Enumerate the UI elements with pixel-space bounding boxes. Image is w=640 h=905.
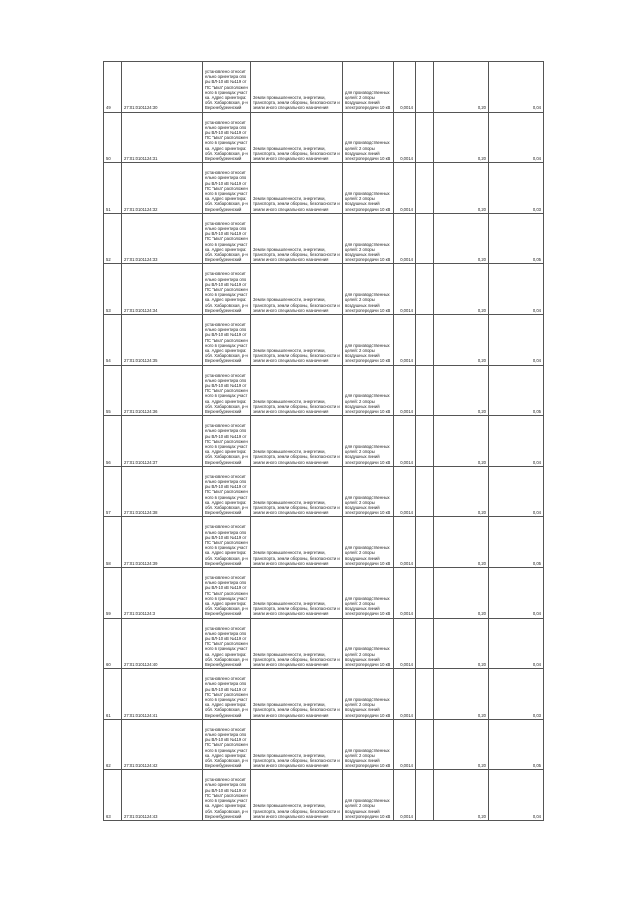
land-category: Земли промышленности, энергетики, транспорта, земли обороны, безопасности и земли иного специального назначения bbox=[251, 264, 343, 315]
row-number: 63 bbox=[104, 770, 122, 821]
tax-value: 0,05 bbox=[489, 719, 544, 770]
location-description: установлено относительно ориентира опоры ВЛ-10 кВ №119 от ПС "Ыка" расположенного в границах участка. Адрес ориентира: обл. Хабаровская, р-н Верхнебуреинский bbox=[203, 163, 251, 214]
permitted-use: для производственных целей: 2 опоры воздушных линий электропередачи 10 кВ bbox=[343, 163, 394, 214]
tax-value: 0,04 bbox=[489, 62, 544, 113]
cadastral-number: 27:01:0101124:35 bbox=[122, 314, 203, 365]
table-row bbox=[104, 213, 544, 264]
area-value: 0,0014 bbox=[394, 618, 416, 669]
permitted-use: для производственных целей: 2 опоры воздушных линий электропередачи 10 кВ bbox=[343, 466, 394, 517]
row-number: 49 bbox=[104, 62, 122, 113]
cadastral-number: 27:01:0101124:42 bbox=[122, 719, 203, 770]
land-category: Земли промышленности, энергетики, транспорта, земли обороны, безопасности и земли иного специального назначения bbox=[251, 314, 343, 365]
table-row bbox=[104, 669, 544, 720]
row-number: 62 bbox=[104, 719, 122, 770]
price-value: 0,20 bbox=[434, 567, 489, 618]
area-value: 0,0014 bbox=[394, 365, 416, 416]
tax-value: 0,04 bbox=[489, 466, 544, 517]
land-category: Земли промышленности, энергетики, транспорта, земли обороны, безопасности и земли иного специального назначения bbox=[251, 770, 343, 821]
empty-cell bbox=[416, 314, 434, 365]
area-value: 0,0014 bbox=[394, 719, 416, 770]
row-number: 54 bbox=[104, 314, 122, 365]
location-description: установлено относительно ориентира опоры ВЛ-10 кВ №119 от ПС "Ыка" расположенного в границах участка. Адрес ориентира: обл. Хабаровская, р-н Верхнебуреинский bbox=[203, 264, 251, 315]
cadastral-number: 27:01:0101124:30 bbox=[122, 62, 203, 113]
permitted-use: для производственных целей: 2 опоры воздушных линий электропередачи 10 кВ bbox=[343, 770, 394, 821]
permitted-use: для производственных целей: 2 опоры воздушных линий электропередачи 10 кВ bbox=[343, 264, 394, 315]
cadastral-number: 27:01:0101124:40 bbox=[122, 618, 203, 669]
empty-cell bbox=[416, 112, 434, 163]
table-body bbox=[104, 62, 544, 821]
row-number: 56 bbox=[104, 416, 122, 467]
land-category: Земли промышленности, энергетики, транспорта, земли обороны, безопасности и земли иного специального назначения bbox=[251, 365, 343, 416]
empty-cell bbox=[416, 365, 434, 416]
table-row bbox=[104, 416, 544, 467]
land-category: Земли промышленности, энергетики, транспорта, земли обороны, безопасности и земли иного специального назначения bbox=[251, 618, 343, 669]
price-value: 0,20 bbox=[434, 314, 489, 365]
empty-cell bbox=[416, 770, 434, 821]
location-description: установлено относительно ориентира опоры ВЛ-10 кВ №119 от ПС "Ыка" расположенного в границах участка. Адрес ориентира: обл. Хабаровская, р-н Верхнебуреинский bbox=[203, 466, 251, 517]
empty-cell bbox=[416, 416, 434, 467]
location-description: установлено относительно ориентира опоры ВЛ-10 кВ №119 от ПС "Ыка" расположенного в границах участка. Адрес ориентира: обл. Хабаровская, р-н Верхнебуреинский bbox=[203, 365, 251, 416]
area-value: 0,0014 bbox=[394, 314, 416, 365]
cadastral-number: 27:01:0101124:38 bbox=[122, 466, 203, 517]
table-row bbox=[104, 163, 544, 214]
row-number: 50 bbox=[104, 112, 122, 163]
permitted-use: для производственных целей: 2 опоры воздушных линий электропередачи 10 кВ bbox=[343, 618, 394, 669]
tax-value: 0,03 bbox=[489, 669, 544, 720]
table-row bbox=[104, 112, 544, 163]
empty-cell bbox=[416, 669, 434, 720]
permitted-use: для производственных целей: 2 опоры воздушных линий электропередачи 10 кВ bbox=[343, 62, 394, 113]
row-number: 52 bbox=[104, 213, 122, 264]
empty-cell bbox=[416, 213, 434, 264]
table-row bbox=[104, 466, 544, 517]
cadastral-number: 27:01:0101124:39 bbox=[122, 517, 203, 568]
empty-cell bbox=[416, 466, 434, 517]
location-description: установлено относительно ориентира опоры ВЛ-10 кВ №119 от ПС "Ыка" расположенного в границах участка. Адрес ориентира: обл. Хабаровская, р-н Верхнебуреинский bbox=[203, 213, 251, 264]
location-description: установлено относительно ориентира опоры ВЛ-10 кВ №119 от ПС "Ыка" расположенного в границах участка. Адрес ориентира: обл. Хабаровская, р-н Верхнебуреинский bbox=[203, 618, 251, 669]
price-value: 0,20 bbox=[434, 669, 489, 720]
row-number: 53 bbox=[104, 264, 122, 315]
tax-value: 0,03 bbox=[489, 163, 544, 214]
location-description: установлено относительно ориентира опоры ВЛ-10 кВ №119 от ПС "Ыка" расположенного в границах участка. Адрес ориентира: обл. Хабаровская, р-н Верхнебуреинский bbox=[203, 669, 251, 720]
location-description: установлено относительно ориентира опоры ВЛ-10 кВ №119 от ПС "Ыка" расположенного в границах участка. Адрес ориентира: обл. Хабаровская, р-н Верхнебуреинский bbox=[203, 112, 251, 163]
area-value: 0,0014 bbox=[394, 517, 416, 568]
empty-cell bbox=[416, 163, 434, 214]
permitted-use: для производственных целей: 2 опоры воздушных линий электропередачи 10 кВ bbox=[343, 669, 394, 720]
price-value: 0,20 bbox=[434, 719, 489, 770]
price-value: 0,20 bbox=[434, 112, 489, 163]
land-category: Земли промышленности, энергетики, транспорта, земли обороны, безопасности и земли иного специального назначения bbox=[251, 163, 343, 214]
land-category: Земли промышленности, энергетики, транспорта, земли обороны, безопасности и земли иного специального назначения bbox=[251, 466, 343, 517]
permitted-use: для производственных целей: 2 опоры воздушных линий электропередачи 10 кВ bbox=[343, 567, 394, 618]
empty-cell bbox=[416, 264, 434, 315]
empty-cell bbox=[416, 62, 434, 113]
area-value: 0,0014 bbox=[394, 567, 416, 618]
price-value: 0,20 bbox=[434, 62, 489, 113]
empty-cell bbox=[416, 618, 434, 669]
area-value: 0,0014 bbox=[394, 112, 416, 163]
table-row bbox=[104, 62, 544, 113]
land-category: Земли промышленности, энергетики, транспорта, земли обороны, безопасности и земли иного специального назначения bbox=[251, 416, 343, 467]
table-row bbox=[104, 517, 544, 568]
location-description: установлено относительно ориентира опоры ВЛ-10 кВ №119 от ПС "Ыка" расположенного в границах участка. Адрес ориентира: обл. Хабаровская, р-н Верхнебуреинский bbox=[203, 719, 251, 770]
tax-value: 0,04 bbox=[489, 770, 544, 821]
tax-value: 0,04 bbox=[489, 264, 544, 315]
table-row bbox=[104, 314, 544, 365]
land-category: Земли промышленности, энергетики, транспорта, земли обороны, безопасности и земли иного специального назначения bbox=[251, 112, 343, 163]
tax-value: 0,05 bbox=[489, 517, 544, 568]
cadastral-number: 27:01:0101124:37 bbox=[122, 416, 203, 467]
tax-value: 0,04 bbox=[489, 416, 544, 467]
row-number: 58 bbox=[104, 517, 122, 568]
row-number: 60 bbox=[104, 618, 122, 669]
cadastral-number: 27:01:0101124:33 bbox=[122, 213, 203, 264]
location-description: установлено относительно ориентира опоры ВЛ-10 кВ №119 от ПС "Ыка" расположенного в границах участка. Адрес ориентира: обл. Хабаровская, р-н Верхнебуреинский bbox=[203, 567, 251, 618]
location-description: установлено относительно ориентира опоры ВЛ-10 кВ №119 от ПС "Ыка" расположенного в границах участка. Адрес ориентира: обл. Хабаровская, р-н Верхнебуреинский bbox=[203, 416, 251, 467]
tax-value: 0,04 bbox=[489, 618, 544, 669]
land-category: Земли промышленности, энергетики, транспорта, земли обороны, безопасности и земли иного специального назначения bbox=[251, 213, 343, 264]
permitted-use: для производственных целей: 2 опоры воздушных линий электропередачи 10 кВ bbox=[343, 213, 394, 264]
area-value: 0,0014 bbox=[394, 264, 416, 315]
price-value: 0,20 bbox=[434, 618, 489, 669]
table-row bbox=[104, 264, 544, 315]
price-value: 0,20 bbox=[434, 770, 489, 821]
table-row bbox=[104, 567, 544, 618]
cadastral-number: 27:01:0101124:31 bbox=[122, 112, 203, 163]
land-category: Земли промышленности, энергетики, транспорта, земли обороны, безопасности и земли иного специального назначения bbox=[251, 669, 343, 720]
permitted-use: для производственных целей: 2 опоры воздушных линий электропередачи 10 кВ bbox=[343, 112, 394, 163]
row-number: 57 bbox=[104, 466, 122, 517]
row-number: 55 bbox=[104, 365, 122, 416]
cadastral-number: 27:01:0101124:32 bbox=[122, 163, 203, 214]
permitted-use: для производственных целей: 2 опоры воздушных линий электропередачи 10 кВ bbox=[343, 365, 394, 416]
area-value: 0,0014 bbox=[394, 416, 416, 467]
area-value: 0,0014 bbox=[394, 213, 416, 264]
area-value: 0,0014 bbox=[394, 163, 416, 214]
price-value: 0,20 bbox=[434, 163, 489, 214]
cadastral-number: 27:01:0101124:3 bbox=[122, 567, 203, 618]
area-value: 0,0014 bbox=[394, 770, 416, 821]
cadastral-number: 27:01:0101124:43 bbox=[122, 770, 203, 821]
tax-value: 0,04 bbox=[489, 567, 544, 618]
table-row bbox=[104, 770, 544, 821]
permitted-use: для производственных целей: 2 опоры воздушных линий электропередачи 10 кВ bbox=[343, 517, 394, 568]
location-description: установлено относительно ориентира опоры ВЛ-10 кВ №119 от ПС "Ыка" расположенного в границах участка. Адрес ориентира: обл. Хабаровская, р-н Верхнебуреинский bbox=[203, 517, 251, 568]
area-value: 0,0014 bbox=[394, 466, 416, 517]
area-value: 0,0014 bbox=[394, 62, 416, 113]
permitted-use: для производственных целей: 2 опоры воздушных линий электропередачи 10 кВ bbox=[343, 719, 394, 770]
price-value: 0,20 bbox=[434, 466, 489, 517]
tax-value: 0,05 bbox=[489, 213, 544, 264]
price-value: 0,20 bbox=[434, 213, 489, 264]
table-row bbox=[104, 719, 544, 770]
row-number: 59 bbox=[104, 567, 122, 618]
land-category: Земли промышленности, энергетики, транспорта, земли обороны, безопасности и земли иного специального назначения bbox=[251, 517, 343, 568]
land-plots-table bbox=[103, 61, 544, 821]
land-category: Земли промышленности, энергетики, транспорта, земли обороны, безопасности и земли иного специального назначения bbox=[251, 62, 343, 113]
empty-cell bbox=[416, 517, 434, 568]
tax-value: 0,04 bbox=[489, 314, 544, 365]
empty-cell bbox=[416, 567, 434, 618]
tax-value: 0,05 bbox=[489, 365, 544, 416]
tax-value: 0,04 bbox=[489, 112, 544, 163]
price-value: 0,20 bbox=[434, 264, 489, 315]
table-row bbox=[104, 365, 544, 416]
empty-cell bbox=[416, 719, 434, 770]
cadastral-number: 27:01:0101124:41 bbox=[122, 669, 203, 720]
land-category: Земли промышленности, энергетики, транспорта, земли обороны, безопасности и земли иного специального назначения bbox=[251, 719, 343, 770]
permitted-use: для производственных целей: 2 опоры воздушных линий электропередачи 10 кВ bbox=[343, 314, 394, 365]
location-description: установлено относительно ориентира опоры ВЛ-10 кВ №119 от ПС "Ыка" расположенного в границах участка. Адрес ориентира: обл. Хабаровская, р-н Верхнебуреинский bbox=[203, 770, 251, 821]
cadastral-number: 27:01:0101124:34 bbox=[122, 264, 203, 315]
row-number: 61 bbox=[104, 669, 122, 720]
table-row bbox=[104, 618, 544, 669]
cadastral-number: 27:01:0101124:36 bbox=[122, 365, 203, 416]
land-category: Земли промышленности, энергетики, транспорта, земли обороны, безопасности и земли иного специального назначения bbox=[251, 567, 343, 618]
price-value: 0,20 bbox=[434, 365, 489, 416]
location-description: установлено относительно ориентира опоры ВЛ-10 кВ №119 от ПС "Ыка" расположенного в границах участка. Адрес ориентира: обл. Хабаровская, р-н Верхнебуреинский bbox=[203, 62, 251, 113]
area-value: 0,0014 bbox=[394, 669, 416, 720]
price-value: 0,20 bbox=[434, 416, 489, 467]
permitted-use: для производственных целей: 2 опоры воздушных линий электропередачи 10 кВ bbox=[343, 416, 394, 467]
row-number: 51 bbox=[104, 163, 122, 214]
location-description: установлено относительно ориентира опоры ВЛ-10 кВ №119 от ПС "Ыка" расположенного в границах участка. Адрес ориентира: обл. Хабаровская, р-н Верхнебуреинский bbox=[203, 314, 251, 365]
price-value: 0,20 bbox=[434, 517, 489, 568]
